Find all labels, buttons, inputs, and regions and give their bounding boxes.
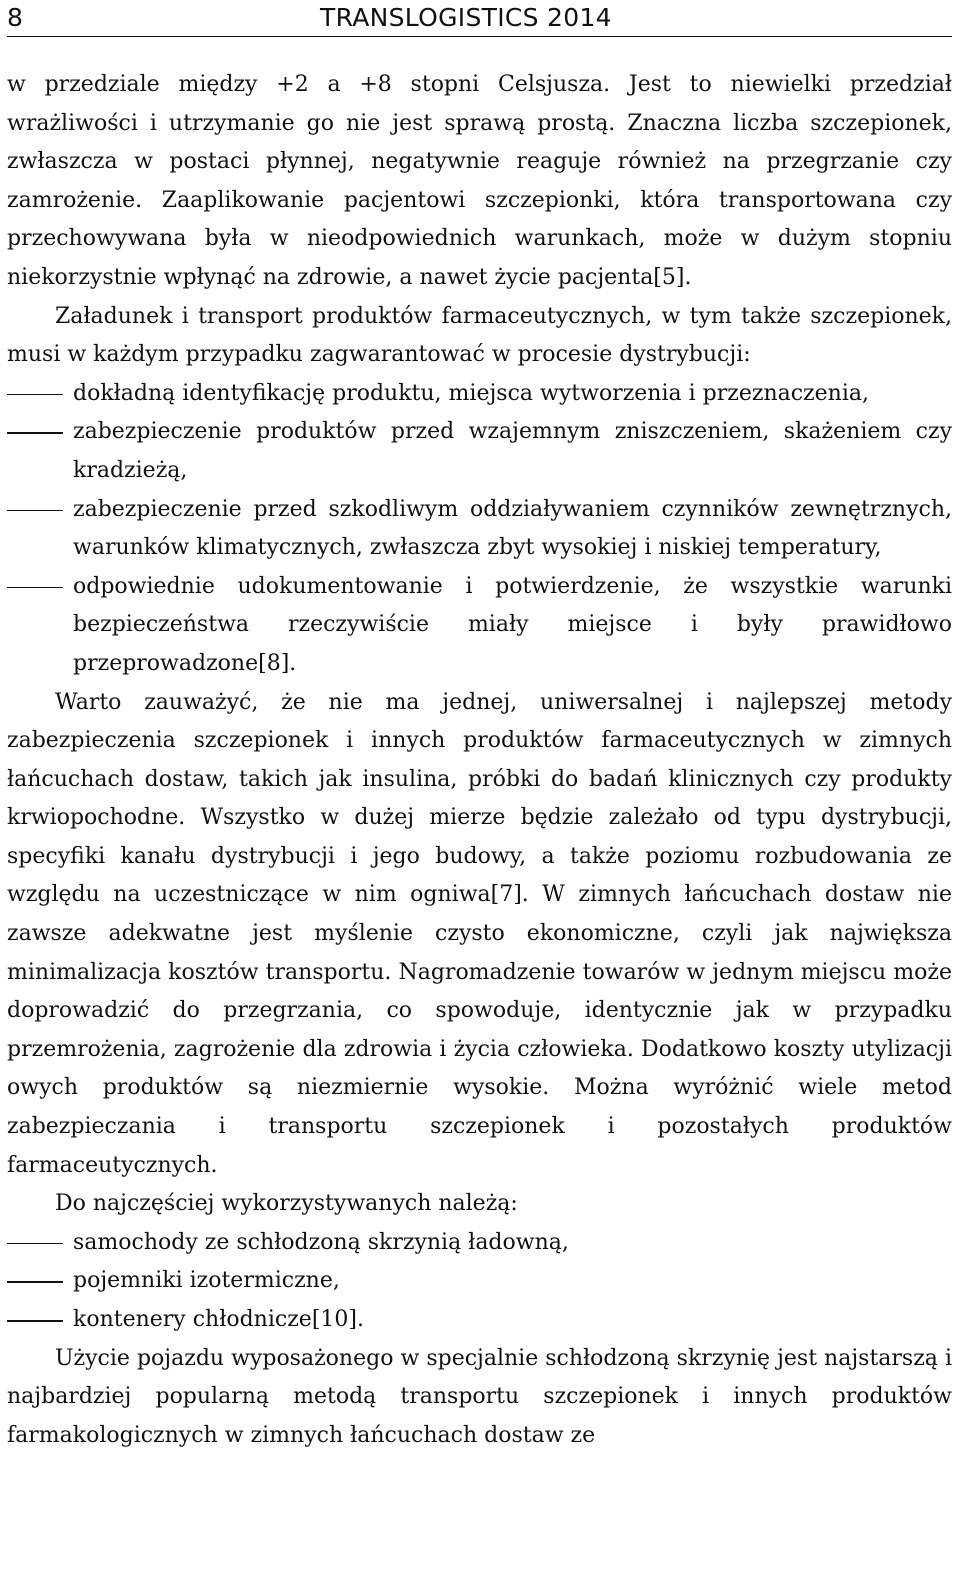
- dash-bullet: [7, 510, 63, 512]
- page-header: [0, 0, 960, 44]
- list-item: [7, 1262, 952, 1301]
- list-item-text: samochody ze schłodzoną skrzynią ładowną,: [73, 1229, 569, 1255]
- list-item: [7, 1224, 952, 1263]
- header-rule: [7, 36, 952, 37]
- paragraph-4: Do najczęściej wykorzystywanych należą:: [55, 1191, 518, 1217]
- list-item-text: odpowiednie udokumentowanie i potwierdzenie, że wszystkie warunki bezpieczeństwa rzeczywiście miały miejsce i były prawidłowo przeprowadzone[8].: [73, 573, 952, 676]
- dash-bullet: [7, 587, 63, 589]
- list-item: [7, 568, 952, 684]
- paragraph-2: Załadunek i transport produktów farmaceutycznych, w tym także szczepionek, musi w każdym przypadku zagwarantować w procesie dystrybucji:: [7, 303, 952, 368]
- list-item: [7, 491, 952, 568]
- dash-bullet: [7, 432, 63, 434]
- paragraph-1: w przedziale między +2 a +8 stopni Celsjusza. Jest to niewielki przedział wrażliwości i utrzymanie go nie jest sprawą prostą. Znaczna liczba szczepionek, zwłaszcza w postaci płynnej, negatywnie reaguje również na przegrzanie czy zamrożenie. Zaaplikowanie pacjentowi szczepionki, która transportowana czy przechowywana była w nieodpowiednich warunkach, może w dużym stopniu niekorzystnie wpłynąć na zdrowie, a nawet życie pacjenta[5].: [7, 72, 952, 290]
- paragraph-3: Warto zauważyć, że nie ma jednej, uniwersalnej i najlepszej metody zabezpieczenia szczepionek i innych produktów farmaceutycznych w zimnych łańcuchach dostaw, takich jak insulina, próbki do badań klinicznych czy produkty krwiopochodne. Wszystko w dużej mierze będzie zależało od typu dystrybucji, specyfiki kanału dystrybucji i jego budowy, a także poziomu rozbudowania ze względu na uczestniczące w nim ogniwa[7]. W zimnych łańcuchach dostaw nie zawsze adekwatne jest myślenie czysto ekonomiczne, czyli jak największa minimalizacja kosztów transportu. Nagromadzenie towarów w jednym miejscu może doprowadzić do przegrzania, co spowoduje, identycznie jak w przypadku przemrożenia, zagrożenie dla zdrowia i życia człowieka. Dodatkowo koszty utylizacji owych produktów są niezmiernie wysokie. Można wyróżnić wiele metod zabezpieczania i transportu szczepionek i pozostałych produktów farmaceutycznych.: [7, 689, 952, 1178]
- list-item-text: dokładną identyfikację produktu, miejsca wytworzenia i przeznaczenia,: [73, 380, 869, 406]
- requirements-list: [7, 375, 952, 684]
- article-body: [7, 66, 952, 1455]
- methods-list: [7, 1224, 952, 1340]
- list-item: [7, 1301, 952, 1340]
- dash-bullet: [7, 1281, 63, 1283]
- list-item-text: zabezpieczenie przed szkodliwym oddziaływaniem czynników zewnętrznych, warunków klimatycznych, zwłaszcza zbyt wysokiej i niskiej temperatury,: [73, 496, 952, 561]
- dash-bullet: [7, 394, 63, 396]
- paragraph-5: Użycie pojazdu wyposażonego w specjalnie schłodzoną skrzynię jest najstarszą i najbardziej popularną metodą transportu szczepionek i innych produktów farmakologicznych w zimnych łańcuchach dostaw ze: [7, 1345, 952, 1448]
- list-item-text: kontenery chłodnicze[10].: [73, 1307, 364, 1332]
- page-number: 8: [7, 3, 23, 32]
- journal-title: TRANSLOGISTICS 2014: [320, 3, 612, 32]
- dash-bullet: [7, 1243, 63, 1245]
- list-item: [7, 413, 952, 490]
- list-item-text: zabezpieczenie produktów przed wzajemnym zniszczeniem, skażeniem czy kradzieżą,: [73, 419, 952, 483]
- list-item: [7, 375, 952, 414]
- dash-bullet: [7, 1320, 63, 1322]
- list-item-text: pojemniki izotermiczne,: [73, 1268, 340, 1294]
